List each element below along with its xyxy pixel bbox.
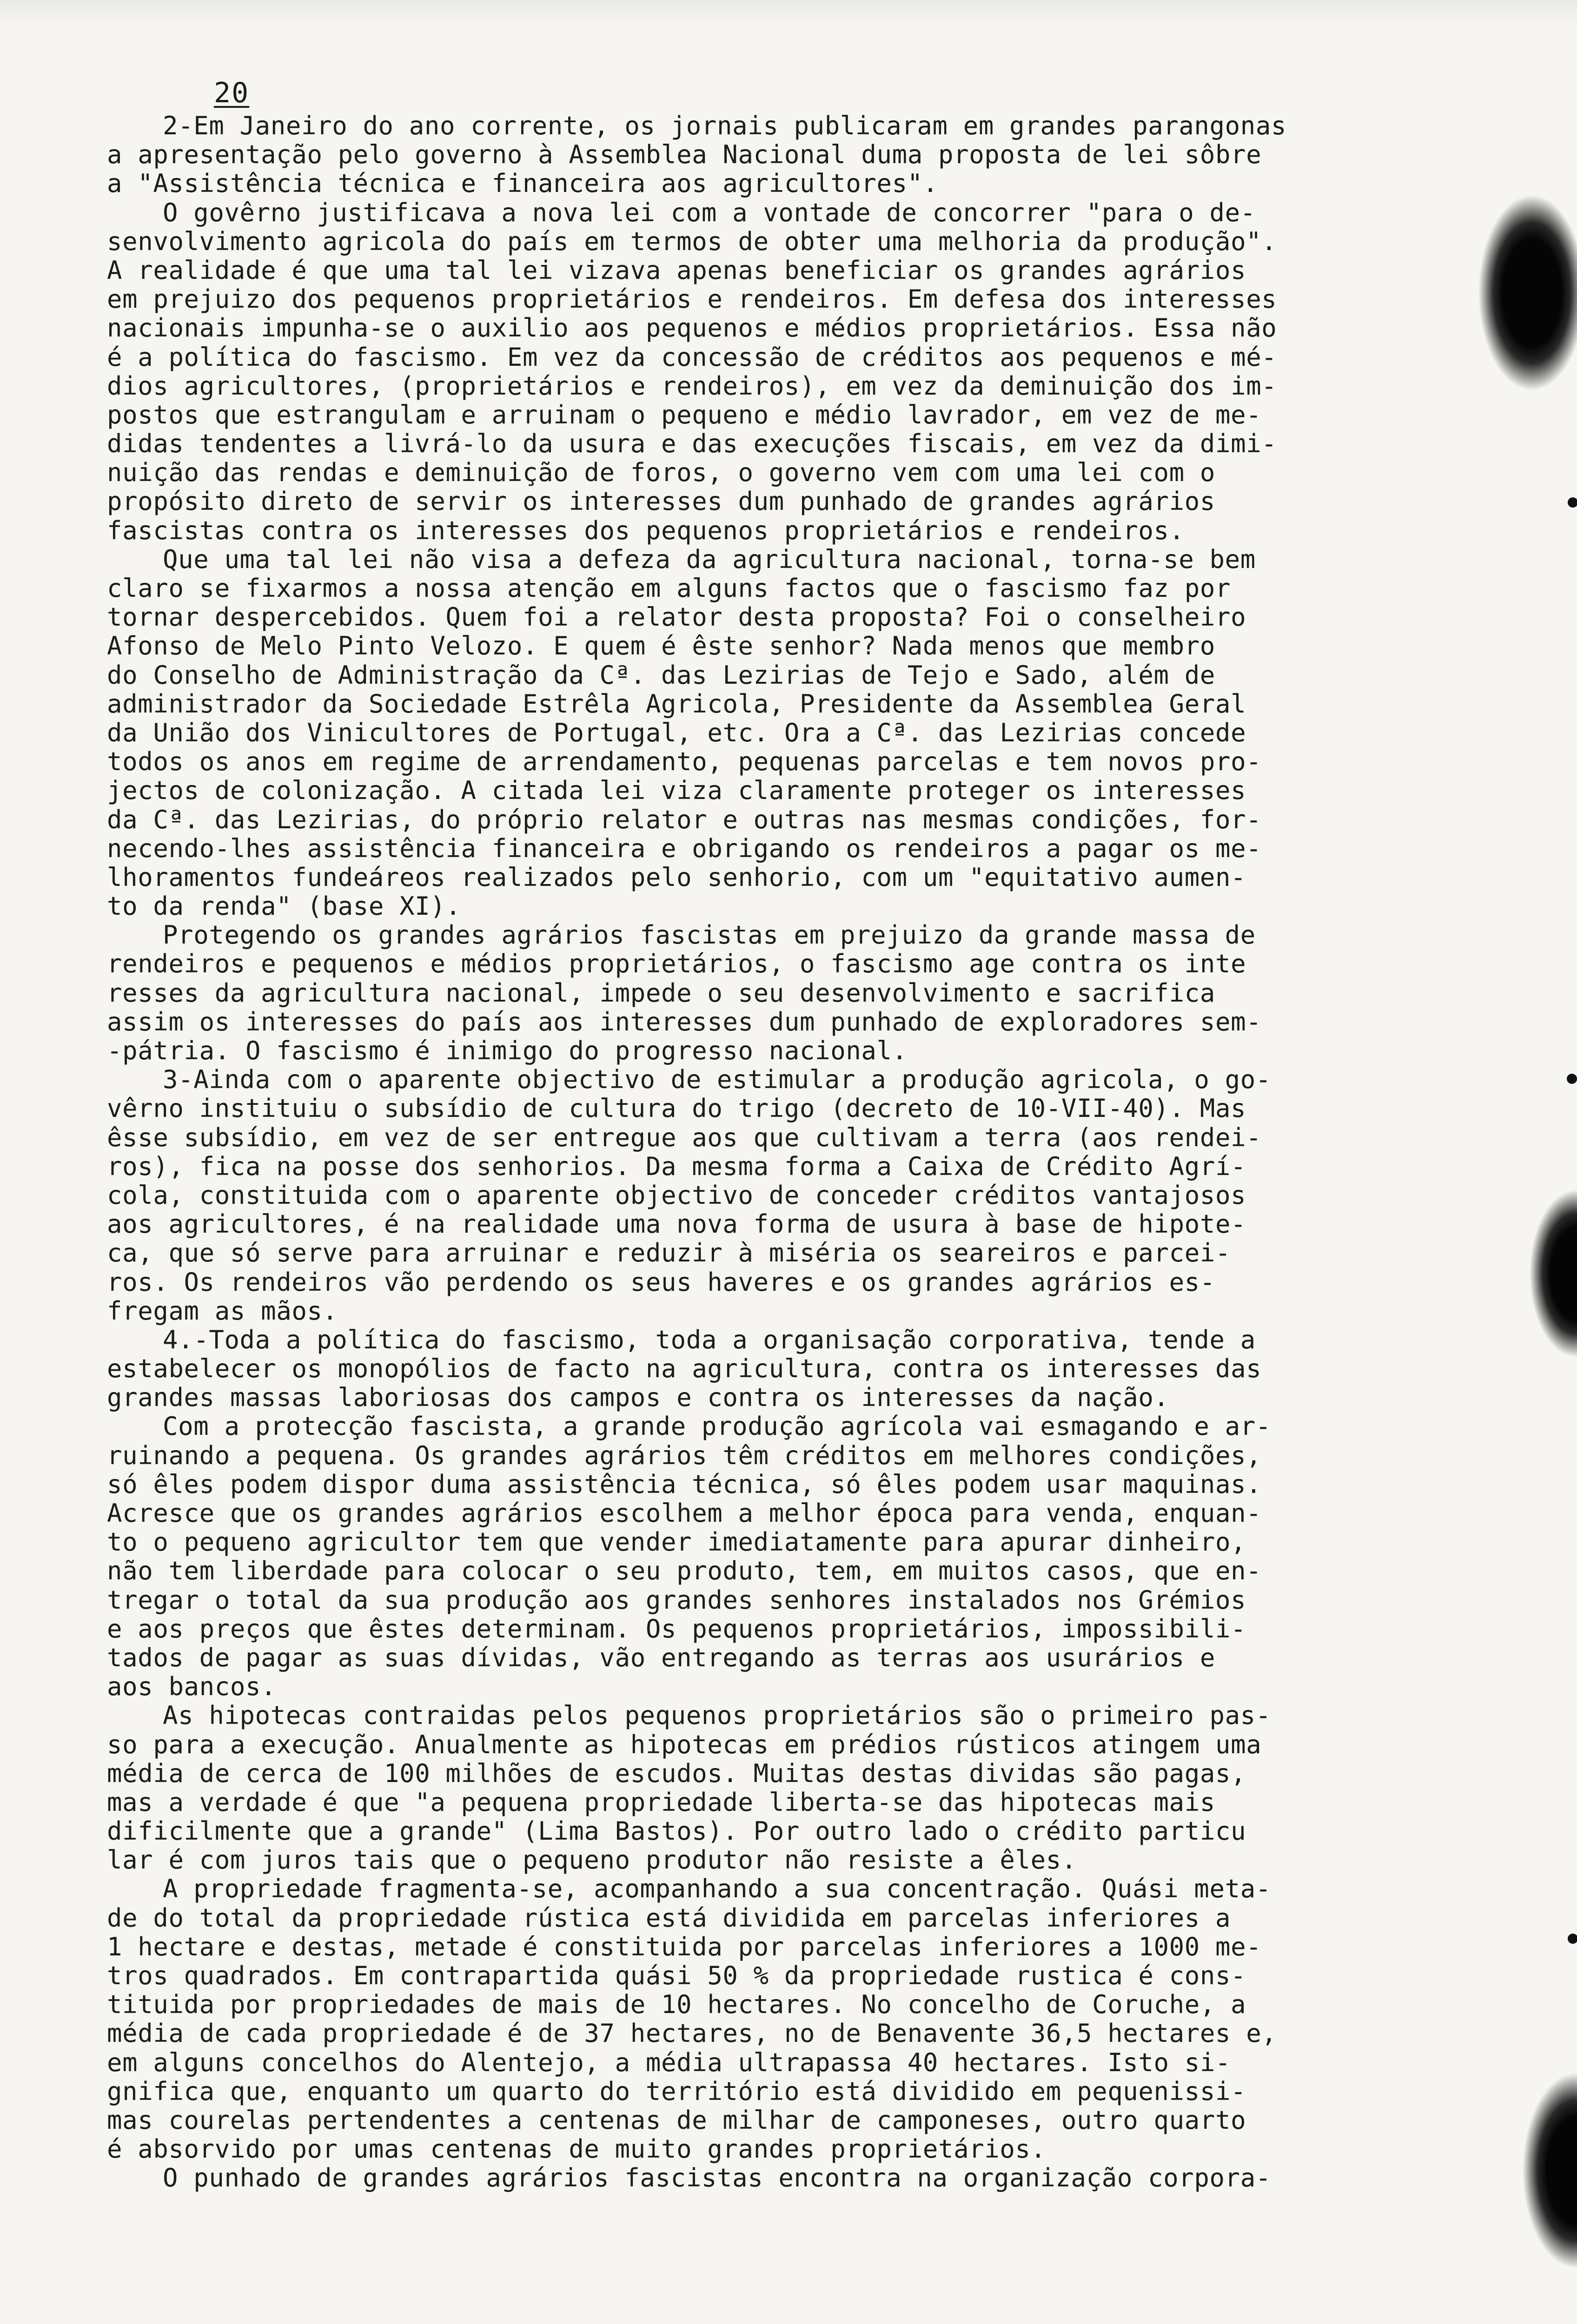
text-line: 1 hectare e destas, metade é constituida por parcelas inferiores a 1000 me- (107, 1932, 1262, 1961)
text-line: e aos preços que êstes determinam. Os pequenos proprietários, impossibili- (107, 1614, 1246, 1644)
text-line: em prejuizo dos pequenos proprietários e rendeiros. Em defesa dos interesses (107, 284, 1277, 314)
text-line: As hipotecas contraidas pelos pequenos proprietários são o primeiro pas- (163, 1701, 1271, 1730)
text-line: ruinando a pequena. Os grandes agrários têm créditos em melhores condições, (107, 1440, 1262, 1470)
text-line: assim os interesses do país aos interesses dum punhado de exploradores sem- (107, 1007, 1262, 1037)
text-line: é absorvido por umas centenas de muito grandes proprietários. (107, 2134, 1046, 2164)
ink-blot-middle (1530, 1190, 1577, 1357)
text-line: tregar o total da sua produção aos grandes senhores instalados nos Grémios (107, 1585, 1246, 1615)
text-line: 2-Em Janeiro do ano corrente, os jornais publicaram em grandes parangonas (163, 111, 1287, 140)
text-line: 3-Ainda com o aparente objectivo de estimular a produção agricola, o go- (163, 1065, 1271, 1095)
text-line: a "Assistência técnica e financeira aos agricultores". (107, 169, 938, 198)
text-line: Com a protecção fascista, a grande produção agrícola vai esmagando e ar- (163, 1412, 1271, 1441)
text-line: gnifica que, enquanto um quarto do território está dividido em pequenissi- (107, 2076, 1246, 2106)
text-line: ros. Os rendeiros vão perdendo os seus haveres e os grandes agrários es- (107, 1267, 1215, 1297)
text-line: to da renda" (base XI). (107, 891, 461, 921)
text-line: tornar despercebidos. Quem foi a relator desta proposta? Foi o conselheiro (107, 602, 1246, 632)
text-line: média de cerca de 100 milhões de escudos. Muitas destas dividas são pagas, (107, 1758, 1246, 1788)
text-line: postos que estrangulam e arruinam o pequeno e médio lavrador, em vez de me- (107, 400, 1262, 429)
margin-dot-3 (1568, 1934, 1577, 1944)
text-line: tados de pagar as suas dívidas, vão entregando as terras aos usurários e (107, 1643, 1215, 1672)
text-line: Acresce que os grandes agrários escolhem a melhor época para venda, enquan- (107, 1499, 1262, 1528)
text-line: 4.-Toda a política do fascismo, toda a organisação corporativa, tende a (163, 1325, 1256, 1354)
text-line: Que uma tal lei não visa a defeza da agricultura nacional, torna-se bem (163, 544, 1256, 574)
text-line: lhoramentos fundeáreos realizados pelo senhorio, com um "equitativo aumen- (107, 862, 1246, 892)
text-line: não tem liberdade para colocar o seu produto, tem, em muitos casos, que en- (107, 1556, 1262, 1586)
text-line: propósito direto de servir os interesses dum punhado de grandes agrários (107, 487, 1215, 516)
text-line: -pátria. O fascismo é inimigo do progresso nacional. (107, 1036, 908, 1065)
text-line: vêrno instituiu o subsídio de cultura do trigo (decreto de 10-VII-40). Mas (107, 1094, 1246, 1123)
text-line: nuição das rendas e deminuição de foros, o governo vem com uma lei com o (107, 458, 1215, 488)
text-line: to o pequeno agricultor tem que vender imediatamente para apurar dinheiro, (107, 1527, 1246, 1557)
text-line: necendo-lhes assistência financeira e obrigando os rendeiros a pagar os me- (107, 833, 1262, 863)
text-line: Afonso de Melo Pinto Velozo. E quem é êste senhor? Nada menos que membro (107, 631, 1215, 661)
margin-dot-1 (1568, 497, 1577, 508)
text-line: da Cª. das Lezirias, do próprio relator e outras nas mesmas condições, for- (107, 805, 1262, 834)
text-line: A propriedade fragmenta-se, acompanhando a sua concentração. Quási meta- (163, 1874, 1271, 1904)
text-line: aos agricultores, é na realidade uma nova forma de usura à base de hipote- (107, 1209, 1246, 1239)
text-line: cola, constituida com o aparente objectivo de conceder créditos vantajosos (107, 1180, 1246, 1210)
text-line: tituida por propriedades de mais de 10 hectares. No concelho de Coruche, a (107, 1990, 1246, 2020)
typed-text-body (107, 112, 1520, 2193)
text-line: mas a verdade é que "a pequena propriedade liberta-se das hipotecas mais (107, 1787, 1215, 1817)
text-line: fregam as mãos. (107, 1296, 338, 1326)
text-line: tros quadrados. Em contrapartida quási 50 % da propriedade rustica é cons- (107, 1961, 1246, 1990)
text-line: mas courelas pertendentes a centenas de milhar de camponeses, outro quarto (107, 2105, 1246, 2135)
ink-blot-bottom (1523, 2073, 1577, 2268)
page-number: 20 (214, 77, 250, 109)
text-line: lar é com juros tais que o pequeno produtor não resiste a êles. (107, 1845, 1077, 1875)
text-line: claro se fixarmos a nossa atenção em alguns factos que o fascismo faz por (107, 574, 1231, 603)
text-line: jectos de colonização. A citada lei viza claramente proteger os interesses (107, 776, 1246, 805)
text-line: dificilmente que a grande" (Lima Bastos). Por outro lado o crédito particu (107, 1816, 1246, 1846)
text-line: Protegendo os grandes agrários fascistas em prejuizo da grande massa de (163, 920, 1256, 950)
text-line: só êles podem dispor duma assistência técnica, só êles podem usar maquinas. (107, 1469, 1262, 1499)
text-line: nacionais impunha-se o auxilio aos pequenos e médios proprietários. Essa não (107, 313, 1277, 343)
text-line: didas tendentes a livrá-lo da usura e das execuções fiscais, em vez da dimi- (107, 429, 1277, 459)
text-line: média de cada propriedade é de 37 hectares, no de Benavente 36,5 hectares e, (107, 2019, 1277, 2048)
text-line: aos bancos. (107, 1672, 277, 1702)
text-line: resses da agricultura nacional, impede o seu desenvolvimento e sacrifica (107, 978, 1215, 1008)
text-line: A realidade é que uma tal lei vizava apenas beneficiar os grandes agrários (107, 255, 1246, 285)
text-line: O govêrno justificava a nova lei com a vontade de concorrer "para o de- (163, 198, 1256, 227)
text-line: em alguns concelhos do Alentejo, a média ultrapassa 40 hectares. Isto si- (107, 2047, 1231, 2077)
text-line: grandes massas laboriosas dos campos e contra os interesses da nação. (107, 1383, 1169, 1413)
text-line: ros), fica na posse dos senhorios. Da mesma forma a Caixa de Crédito Agrí- (107, 1151, 1246, 1181)
text-line: do Conselho de Administração da Cª. das Lezirias de Tejo e Sado, além de (107, 660, 1215, 690)
text-line: ca, que só serve para arruinar e reduzir à miséria os seareiros e parcei- (107, 1238, 1231, 1268)
text-line: O punhado de grandes agrários fascistas encontra na organização corpora- (163, 2163, 1271, 2193)
text-line: todos os anos em regime de arrendamento, pequenas parcelas e tem novos pro- (107, 747, 1262, 777)
text-line: administrador da Sociedade Estrêla Agricola, Presidente da Assemblea Geral (107, 689, 1246, 719)
margin-dot-2 (1567, 1074, 1577, 1084)
text-line: dios agricultores, (proprietários e rendeiros), em vez da deminuição dos im- (107, 371, 1277, 401)
text-line: estabelecer os monopólios de facto na agricultura, contra os interesses das (107, 1354, 1262, 1384)
text-line: a apresentação pelo governo à Assemblea Nacional duma proposta de lei sôbre (107, 140, 1262, 170)
text-line: fascistas contra os interesses dos pequenos proprietários e rendeiros. (107, 515, 1185, 545)
text-line: êsse subsídio, em vez de ser entregue aos que cultivam a terra (aos rendei- (107, 1122, 1262, 1152)
text-line: é a política do fascismo. Em vez da concessão de créditos aos pequenos e mé- (107, 342, 1277, 372)
text-line: senvolvimento agricola do país em termos de obter uma melhoria da produção". (107, 226, 1277, 256)
text-line: rendeiros e pequenos e médios proprietários, o fascismo age contra os inte (107, 949, 1246, 979)
text-line: da União dos Vinicultores de Portugal, etc. Ora a Cª. das Lezirias concede (107, 718, 1246, 747)
text-line: de do total da propriedade rústica está dividida em parcelas inferiores a (107, 1903, 1231, 1933)
scan-top-edge (0, 0, 1577, 24)
text-line: so para a execução. Anualmente as hipotecas em prédios rústicos atingem uma (107, 1730, 1262, 1759)
